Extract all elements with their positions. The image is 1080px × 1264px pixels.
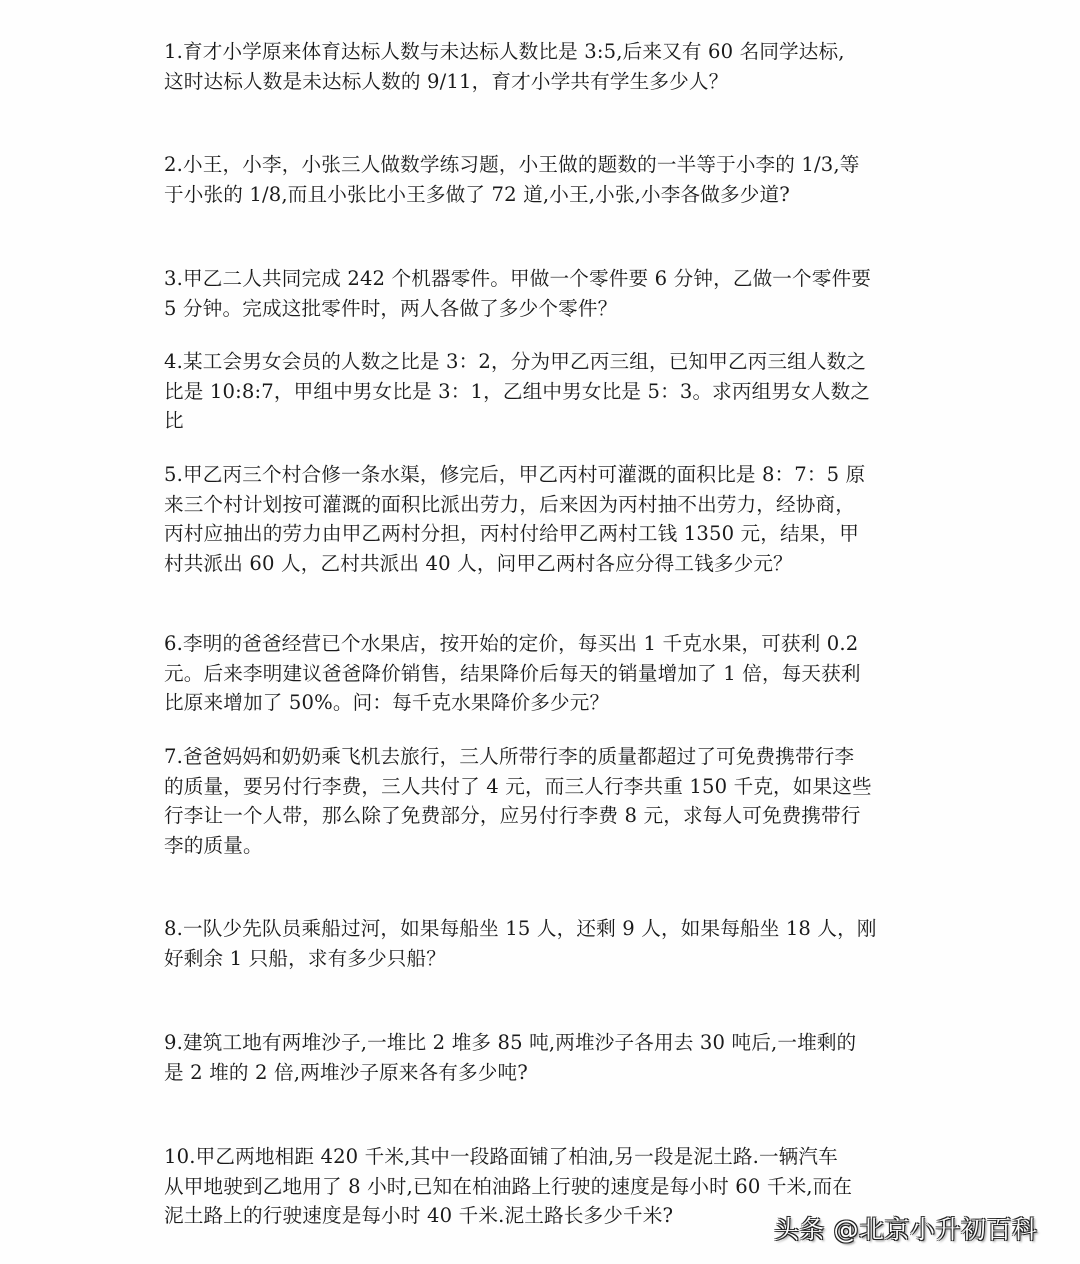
question-line: 行李让一个人带，那么除了免费部分，应另付行李费 8 元，求每人可免费携带行 xyxy=(164,804,861,827)
question-line: 1.育才小学原来体育达标人数与未达标人数比是 3:5,后来又有 60 名同学达标, xyxy=(164,40,845,63)
question-line: 的质量，要另付行李费，三人共付了 4 元，而三人行李共重 150 千克，如果这些 xyxy=(164,774,872,798)
question-4 xyxy=(164,347,920,436)
question-8 xyxy=(164,914,920,973)
question-line: 这时达标人数是未达标人数的 9/11，育才小学共有学生多少人？ xyxy=(164,69,729,93)
question-3 xyxy=(164,264,920,323)
question-line: 4.某工会男女会员的人数之比是 3：2，分为甲乙丙三组，已知甲乙丙三组人数之 xyxy=(164,350,867,373)
question-2 xyxy=(164,150,920,209)
question-line: 是 2 堆的 2 倍,两堆沙子原来各有多少吨? xyxy=(164,1060,528,1084)
question-line: 从甲地驶到乙地用了 8 小时,已知在柏油路上行驶的速度是每小时 60 千米,而在 xyxy=(164,1174,853,1198)
question-line: 7.爸爸妈妈和奶奶乘飞机去旅行，三人所带行李的质量都超过了可免费携带行李 xyxy=(164,745,855,768)
question-line: 3.甲乙二人共同完成 242 个机器零件。甲做一个零件要 6 分钟，乙做一个零件要 xyxy=(164,267,872,290)
question-9 xyxy=(164,1028,920,1087)
question-7 xyxy=(164,742,920,860)
source-watermark: 头条 @北京小升初百科 xyxy=(774,1215,1038,1244)
question-line: 9.建筑工地有两堆沙子,一堆比 2 堆多 85 吨,两堆沙子各用去 30 吨后,一堆剩的 xyxy=(164,1031,857,1054)
question-line: 泥土路上的行驶速度是每小时 40 千米.泥土路长多少千米? xyxy=(164,1204,674,1227)
question-line: 来三个村计划按可灌溉的面积比派出劳力，后来因为丙村抽不出劳力，经协商， xyxy=(164,492,856,516)
question-line: 元。后来李明建议爸爸降价销售，结果降价后每天的销量增加了 1 倍，每天获利 xyxy=(164,661,861,685)
question-5 xyxy=(164,460,920,578)
question-line: 比是 10:8:7，甲组中男女比是 3：1，乙组中男女比是 5：3。求丙组男女人数之 xyxy=(164,379,871,403)
question-line: 8.一队少先队员乘船过河，如果每船坐 15 人，还剩 9 人，如果每船坐 18 人，刚 xyxy=(164,917,877,940)
question-line: 10.甲乙两地相距 420 千米,其中一段路面铺了柏油,另一段是泥土路.一辆汽车 xyxy=(164,1145,838,1168)
question-line: 比原来增加了 50%。问：每千克水果降价多少元？ xyxy=(164,691,610,714)
question-line: 比 xyxy=(164,409,184,432)
question-line: 2.小王，小李，小张三人做数学练习题，小王做的题数的一半等于小李的 1/3,等 xyxy=(164,153,860,176)
question-line: 丙村应抽出的劳力由甲乙两村分担，丙村付给甲乙两村工钱 1350 元，结果，甲 xyxy=(164,522,860,545)
question-line: 6.李明的爸爸经营已个水果店，按开始的定价，每买出 1 千克水果，可获利 0.2 xyxy=(164,632,859,655)
question-line: 村共派出 60 人，乙村共派出 40 人，问甲乙两村各应分得工钱多少元？ xyxy=(164,551,793,575)
question-1 xyxy=(164,37,920,96)
question-line: 李的质量。 xyxy=(164,833,263,857)
question-line: 于小张的 1/8,而且小张比小王多做了 72 道,小王,小张,小李各做多少道? xyxy=(164,182,790,206)
question-line: 好剩余 1 只船，求有多少只船？ xyxy=(164,946,447,970)
question-line: 5 分钟。完成这批零件时，两人各做了多少个零件？ xyxy=(164,296,618,320)
question-line: 5.甲乙丙三个村合修一条水渠，修完后，甲乙丙村可灌溉的面积比是 8：7：5 原 xyxy=(164,463,866,486)
question-6 xyxy=(164,629,920,718)
